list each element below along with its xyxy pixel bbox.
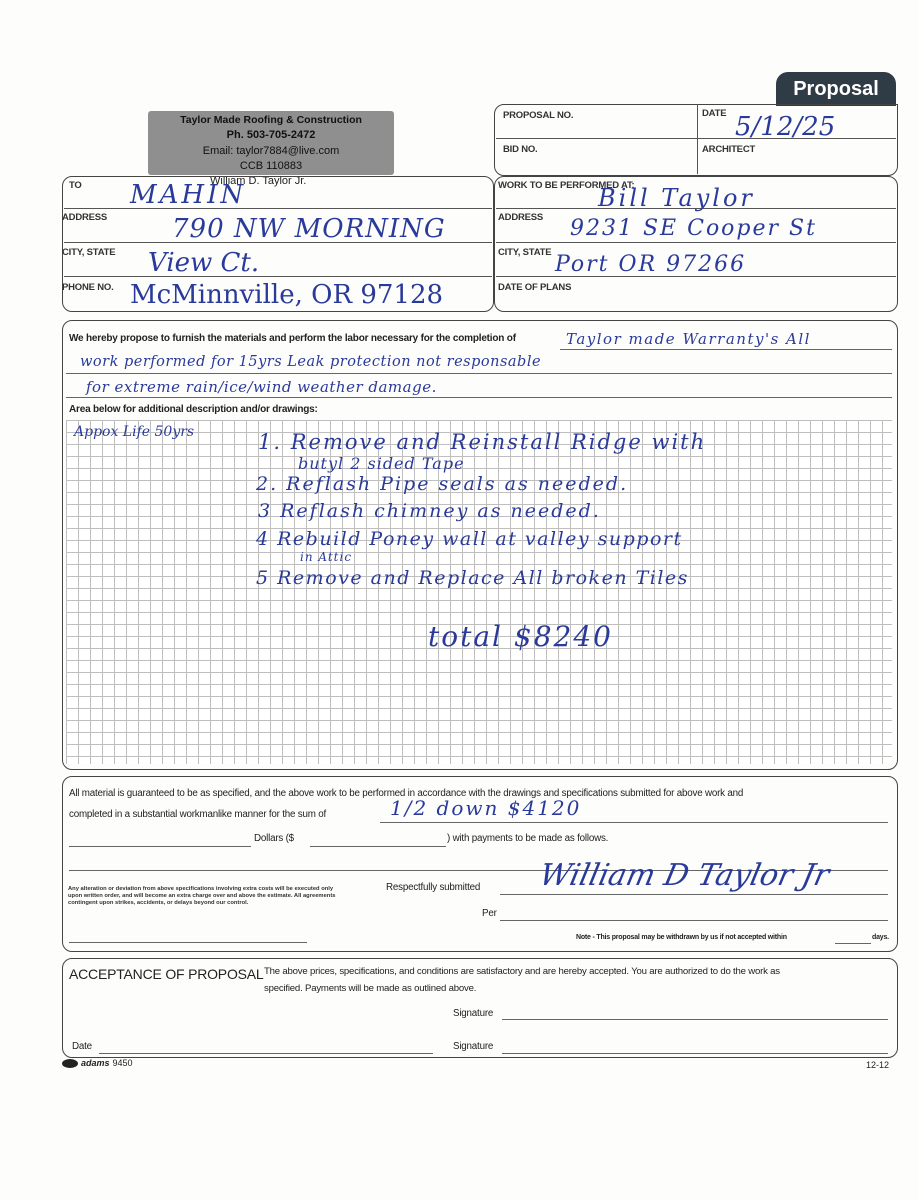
intro-text: We hereby propose to furnish the materials and perform the labor necessary for the completion of	[69, 333, 516, 344]
work-address-value: 9231 SE Cooper St	[570, 216, 817, 241]
item-1: 1. Remove and Reinstall Ridge with	[258, 430, 707, 454]
stamp-line-2: Ph. 503-705-2472	[226, 129, 316, 141]
date-of-plans-label: DATE OF PLANS	[498, 282, 572, 293]
acceptance-text-1: The above prices, specifications, and conditions are satisfactory and are hereby accepted. You are authorized to do the work as	[264, 966, 780, 977]
date-label: DATE	[702, 108, 727, 119]
item-1-cont: butyl 2 sided Tape	[298, 454, 465, 473]
area-label: Area below for additional description and/or drawings:	[69, 404, 318, 415]
adams-logo-icon	[62, 1059, 78, 1068]
signature-label-2: Signature	[453, 1041, 494, 1052]
warranty-line-2: work performed for 15yrs Leak protection not responsable	[80, 354, 542, 370]
city-state-label: CITY, STATE	[62, 247, 116, 258]
respectfully-submitted-label: Respectfully submitted	[386, 882, 481, 893]
stamp-line-4: CCB 110883	[239, 160, 303, 172]
signature-value: William D Taylor Jr	[536, 858, 833, 893]
stamp-line-3: Email: taylor7884@live.com	[202, 145, 340, 157]
revision-code: 12-12	[866, 1060, 890, 1070]
address-value: 790 NW MORNING	[172, 214, 446, 244]
total-amount: total $8240	[428, 620, 613, 653]
work-label: WORK TO BE PERFORMED AT:	[498, 180, 635, 191]
date-value: 5/12/25	[735, 112, 836, 142]
proposal-no-label: PROPOSAL NO.	[503, 110, 574, 121]
phone-value: McMinnville, OR 97128	[130, 280, 444, 310]
payments-label: ) with payments to be made as follows.	[447, 833, 609, 844]
date-label-bottom: Date	[72, 1041, 92, 1052]
sum-value: 1/2 down $4120	[390, 796, 582, 820]
disclaimer-text: Any alteration or deviation from above specifications involving extra costs will be executed only upon written order, and will become an extra charge over and above the estimate. All agreements contingent upon strikes, accidents, or delays beyond our control.	[68, 886, 336, 907]
warranty-line-1: Taylor made Warranty's All	[566, 330, 811, 348]
withdraw-note: Note - This proposal may be withdrawn by us if not accepted within	[576, 934, 787, 941]
architect-label: ARCHITECT	[702, 144, 756, 155]
address-label: ADDRESS	[62, 212, 108, 223]
warranty-line-3: for extreme rain/ice/wind weather damage.	[86, 378, 437, 396]
stamp-line-5: William D. Taylor Jr.	[210, 175, 307, 187]
life-expectancy: Appox Life 50yrs	[74, 424, 195, 440]
phone-label: PHONE NO.	[62, 282, 114, 293]
acceptance-text-2: specified. Payments will be made as outlined above.	[264, 983, 477, 994]
stamp-line-1: Taylor Made Roofing & Construction	[180, 114, 362, 126]
signature-label-1: Signature	[453, 1008, 494, 1019]
work-address-label: ADDRESS	[498, 212, 544, 223]
guarantee-text-2: completed in a substantial workmanlike manner for the sum of	[69, 809, 326, 820]
work-city-label: CITY, STATE	[498, 247, 552, 258]
city-state-value: View Ct.	[148, 248, 260, 278]
days-label: days.	[872, 934, 889, 941]
business-stamp	[148, 111, 394, 175]
per-label: Per	[482, 908, 497, 919]
item-4-cont: in Attic	[300, 550, 353, 564]
proposal-badge	[776, 72, 896, 106]
to-label: TO	[69, 180, 82, 191]
item-3: 3 Reflash chimney as needed.	[258, 500, 601, 522]
guarantee-text-1: All material is guaranteed to be as specified, and the above work to be performed in accordance with the drawings and specifications submitted for above work and	[69, 788, 744, 799]
adams-brand: adams	[81, 1058, 110, 1068]
to-value: MAHIN	[130, 180, 247, 210]
dollars-label: Dollars ($	[254, 833, 294, 844]
item-2: 2. Reflash Pipe seals as needed.	[256, 473, 629, 495]
work-description-grid	[66, 420, 892, 764]
proposal-badge-text: Proposal	[793, 78, 879, 100]
bid-no-label: BID NO.	[503, 144, 538, 155]
item-5: 5 Remove and Replace All broken Tiles	[256, 567, 689, 589]
work-city-value: Port OR 97266	[555, 252, 747, 277]
form-number: 9450	[112, 1058, 133, 1068]
work-value: Bill Taylor	[598, 184, 755, 212]
acceptance-title: ACCEPTANCE OF PROPOSAL	[69, 966, 264, 982]
adams-logo	[62, 1058, 133, 1068]
item-4: 4 Rebuild Poney wall at valley support	[256, 528, 683, 550]
